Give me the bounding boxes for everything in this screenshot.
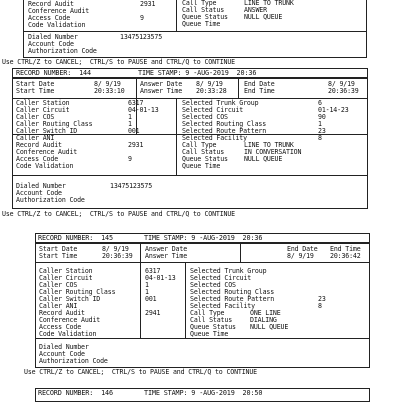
field-label: Selected Trunk Group xyxy=(190,267,267,275)
start-date-value: 8/ 9/19 xyxy=(94,80,121,88)
field-label: Queue Time xyxy=(182,20,221,28)
field-label: Account Code xyxy=(16,189,62,197)
field-label: Record Audit xyxy=(39,309,85,317)
field-label: Conference Audit xyxy=(28,7,90,15)
field-label: Caller Circuit xyxy=(39,274,93,282)
field-value: 6 xyxy=(318,99,322,107)
column-divider xyxy=(140,243,141,263)
field-label: Selected Routing Class xyxy=(182,120,267,128)
field-label: Caller Station xyxy=(39,267,93,275)
field-label: Conference Audit xyxy=(39,316,101,324)
left-border xyxy=(12,135,13,175)
end-time-label: End Time xyxy=(330,245,361,253)
field-label: Selected COS xyxy=(182,113,228,121)
field-label: Call Type xyxy=(182,0,217,7)
field-value: 90 xyxy=(318,113,326,121)
field-label: Account Code xyxy=(39,350,85,358)
field-label: Selected Trunk Group xyxy=(182,99,259,107)
field-value: 23 xyxy=(318,127,326,135)
field-label: Selected COS xyxy=(190,281,236,289)
field-label: Caller ANI xyxy=(16,134,55,142)
field-label: Call Status xyxy=(190,316,233,324)
column-divider xyxy=(185,263,186,338)
end-time-label: End Time xyxy=(244,87,275,95)
end-date-label: End Date xyxy=(287,245,318,253)
right-border xyxy=(369,263,370,367)
end-time-value: 20:36:42 xyxy=(330,252,361,260)
field-value: 6317 xyxy=(145,267,161,275)
column-divider xyxy=(140,263,141,338)
field-label: Authorization Code xyxy=(16,196,85,204)
field-label: Call Status xyxy=(182,6,225,14)
left-border xyxy=(35,263,36,367)
field-label: Record Audit xyxy=(28,0,74,8)
answer-date-label: Answer Date xyxy=(140,80,183,88)
field-label: Queue Time xyxy=(182,162,221,170)
end-date-value: 8/ 9/19 xyxy=(287,252,314,260)
start-time-value: 20:33:10 xyxy=(94,87,125,95)
field-label: Call Status xyxy=(182,148,225,156)
field-label: Selected Facility xyxy=(190,302,255,310)
field-label: Selected Facility xyxy=(182,134,247,142)
field-label: Access Code xyxy=(39,323,82,331)
field-value: NULL QUEUE xyxy=(250,323,289,331)
field-value: NULL QUEUE xyxy=(244,13,283,21)
field-value: LINE TO TRUNK xyxy=(244,141,294,149)
end-date-value: 8/ 9/19 xyxy=(328,80,355,88)
answer-date-label: Answer Date xyxy=(145,245,188,253)
field-value: 8 xyxy=(318,302,322,310)
field-label: Authorization Code xyxy=(39,357,108,365)
rule xyxy=(35,338,370,339)
field-value: LINE TO TRUNK xyxy=(244,0,294,7)
start-date-value: 8/ 9/19 xyxy=(102,245,129,253)
start-date-label: Start Date xyxy=(39,245,78,253)
field-label: Selected Circuit xyxy=(190,274,252,282)
time-stamp: TIME STAMP: 9 -AUG-2019 20:50 xyxy=(144,389,263,397)
field-label: Caller Circuit xyxy=(16,106,70,114)
field-label: Queue Time xyxy=(190,330,229,338)
field-value: 13475123575 xyxy=(120,33,163,41)
start-time-label: Start Time xyxy=(39,252,78,260)
end-time-value: 20:36:39 xyxy=(328,87,359,95)
record-number: RECORD NUMBER: 145 xyxy=(38,233,113,242)
field-label: Account Code xyxy=(28,40,74,48)
console-prompt: Use CTRL/Z to CANCEL; CTRL/S to PAUSE and CTRL/Q to CONTINUE xyxy=(24,368,258,376)
answer-time-label: Answer Time xyxy=(145,252,188,260)
field-label: Selected Route Pattern xyxy=(190,295,275,303)
field-label: Access Code xyxy=(16,155,59,163)
field-value: 6317 xyxy=(128,99,144,107)
field-label: Dialed Number xyxy=(39,343,89,351)
record-times-box xyxy=(35,243,370,263)
field-label: Dialed Number xyxy=(16,182,66,190)
time-stamp: TIME STAMP: 9 -AUG-2019 20:36 xyxy=(138,68,257,77)
field-value: 1 xyxy=(128,120,132,128)
field-label: Dialed Number xyxy=(28,33,78,41)
record-number: RECORD NUMBER: 146 xyxy=(38,389,113,397)
right-border xyxy=(367,135,368,175)
left-border xyxy=(23,0,24,31)
field-label: Caller COS xyxy=(39,281,78,289)
field-value: 001 xyxy=(145,295,157,303)
field-label: Caller Station xyxy=(16,99,70,107)
field-label: Queue Status xyxy=(182,155,228,163)
record-number: RECORD NUMBER: 144 xyxy=(16,68,91,77)
field-label: Call Type xyxy=(190,309,225,317)
field-value: 2931 xyxy=(128,141,144,149)
field-label: Record Audit xyxy=(16,141,62,149)
field-value: 13475123575 xyxy=(110,182,153,190)
right-border xyxy=(366,0,367,31)
field-label: Code Validation xyxy=(39,330,97,338)
field-value: 1 xyxy=(128,113,132,121)
field-label: Caller ANI xyxy=(39,302,78,310)
field-value: IN CONVERSATION xyxy=(244,148,302,156)
field-value: 2931 xyxy=(140,0,156,8)
field-label: Selected Route Pattern xyxy=(182,127,267,135)
field-value: 01-14-23 xyxy=(318,106,349,114)
start-time-value: 20:36:39 xyxy=(102,252,133,260)
field-value: 23 xyxy=(318,295,326,303)
field-label: Selected Routing Class xyxy=(190,288,275,296)
field-label: Queue Status xyxy=(190,323,236,331)
field-label: Code Validation xyxy=(16,162,74,170)
field-value: ANSWER xyxy=(244,6,267,14)
field-label: Caller Routing Class xyxy=(39,288,116,296)
console-prompt: Use CTRL/Z to CANCEL; CTRL/S to PAUSE and CTRL/Q to CONTINUE xyxy=(2,58,236,66)
field-label: Code Validation xyxy=(28,21,86,29)
field-label: Selected Circuit xyxy=(182,106,244,114)
time-stamp: TIME STAMP: 9 -AUG-2019 20:36 xyxy=(144,233,263,242)
field-value: 8 xyxy=(318,134,322,142)
field-label: Caller Routing Class xyxy=(16,120,93,128)
field-label: Caller COS xyxy=(16,113,55,121)
field-label: Call Type xyxy=(182,141,217,149)
field-value: 1 xyxy=(145,281,149,289)
field-value: 04-01-13 xyxy=(145,274,176,282)
field-value: 2941 xyxy=(145,309,161,317)
field-label: Caller Switch ID xyxy=(16,127,78,135)
start-time-label: Start Time xyxy=(16,87,55,95)
answer-time-label: Answer Time xyxy=(140,87,183,95)
field-value: NULL QUEUE xyxy=(244,155,283,163)
field-label: Conference Audit xyxy=(16,148,78,156)
console-prompt: Use CTRL/Z to CANCEL; CTRL/S to PAUSE and CTRL/Q to CONTINUE xyxy=(2,210,236,218)
field-value: 1 xyxy=(318,120,322,128)
column-divider xyxy=(240,243,241,263)
field-value: ONE LINE xyxy=(250,309,281,317)
field-label: Queue Status xyxy=(182,13,228,21)
field-value: 9 xyxy=(128,155,132,163)
left-border xyxy=(23,31,24,57)
column-divider xyxy=(238,78,239,98)
field-label: Caller Switch ID xyxy=(39,295,101,303)
column-divider xyxy=(176,0,177,31)
field-label: Authorization Code xyxy=(28,47,97,55)
right-border xyxy=(366,31,367,57)
end-date-label: End Date xyxy=(244,80,275,88)
rule xyxy=(23,31,367,32)
column-divider xyxy=(176,98,177,175)
start-date-label: Start Date xyxy=(16,80,55,88)
field-value: 001 xyxy=(128,127,140,135)
field-value: 04-01-13 xyxy=(128,106,159,114)
field-value: 1 xyxy=(145,288,149,296)
answer-date-value: 8/ 9/19 xyxy=(196,80,223,88)
field-value: 9 xyxy=(140,14,144,22)
field-value: DIALING xyxy=(250,316,277,324)
answer-time-value: 20:33:28 xyxy=(196,87,227,95)
field-label: Access Code xyxy=(28,14,71,22)
